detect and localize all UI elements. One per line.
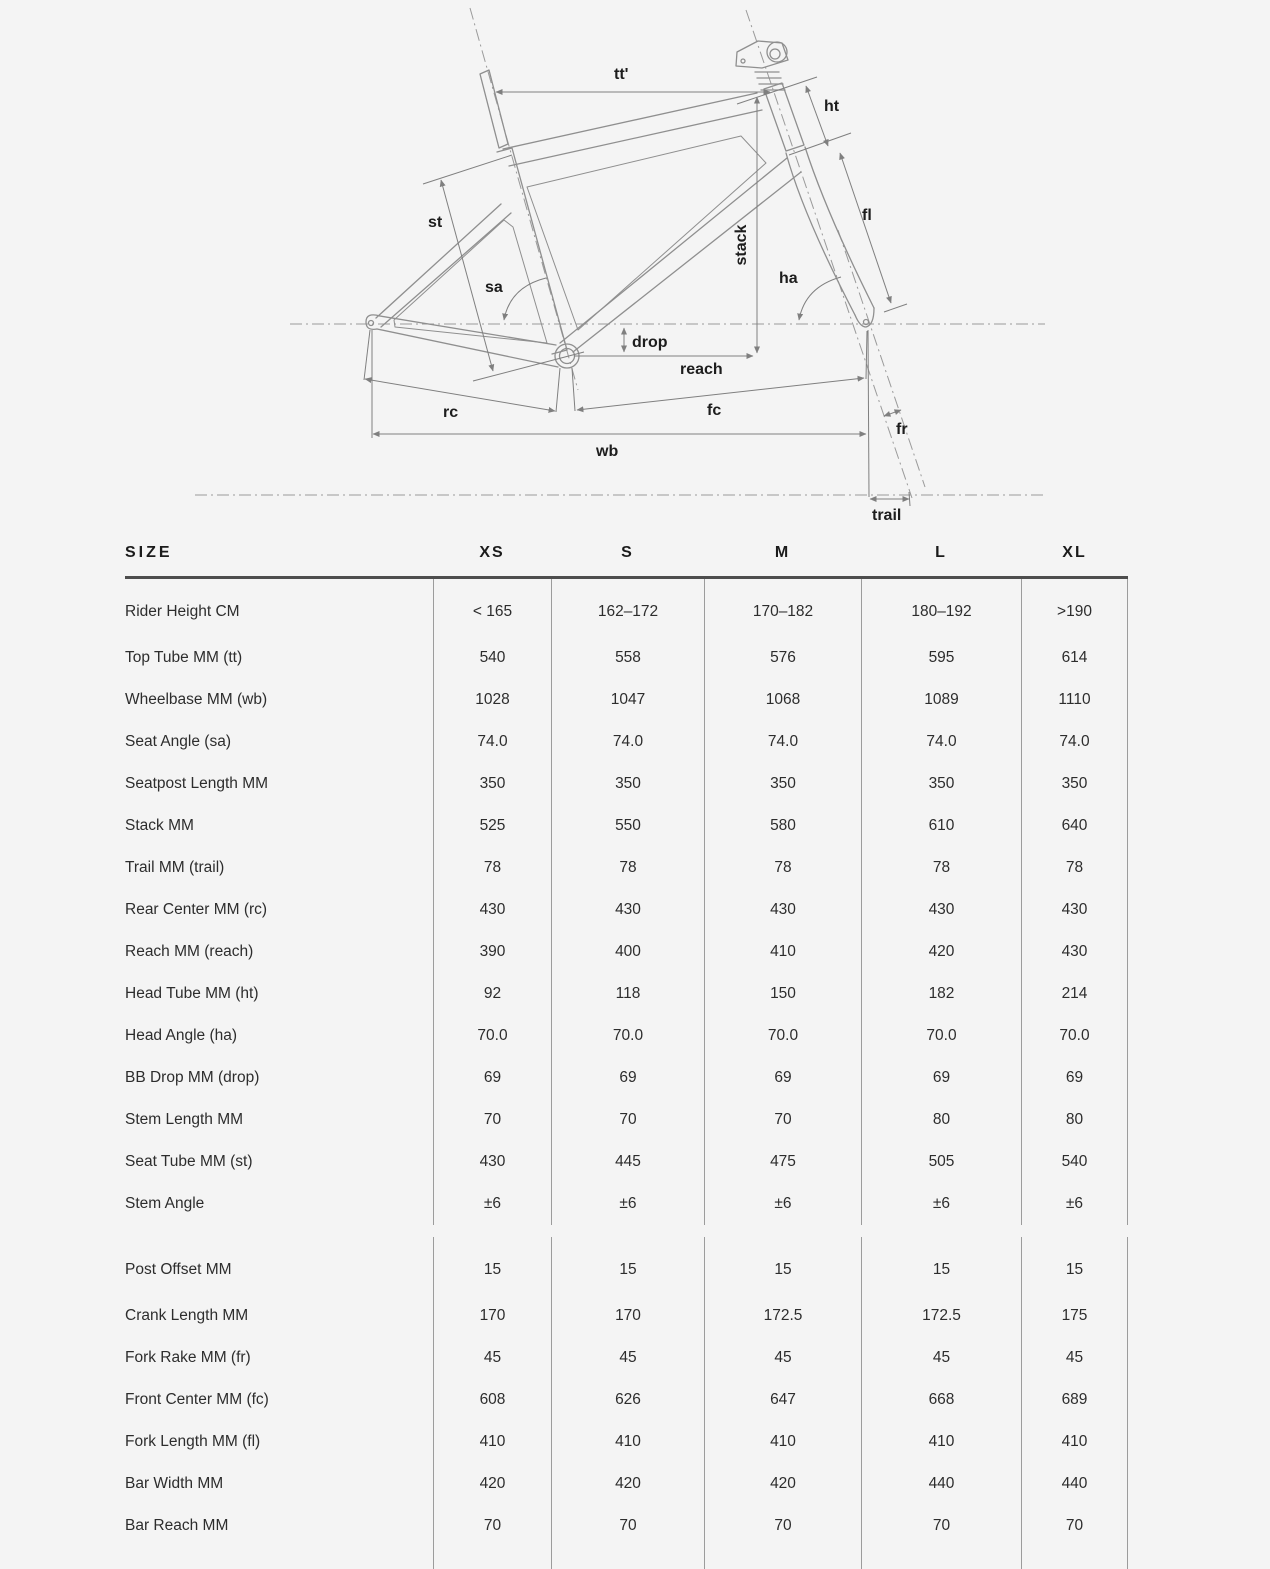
cell-value: 420 — [704, 1463, 861, 1505]
header-col-xl: XL — [1062, 544, 1087, 561]
header-col-xs: XS — [479, 544, 505, 561]
cell-value: 70 — [433, 1505, 551, 1547]
cell-value: 70.0 — [861, 1015, 1021, 1057]
row-label: Crank Length MM — [125, 1307, 249, 1324]
cell-value: 475 — [704, 1141, 861, 1183]
cell-value: 69 — [861, 1057, 1021, 1099]
frame-outline — [366, 41, 874, 368]
dim-label-drop: drop — [632, 334, 668, 351]
cell-value: 440 — [1021, 1463, 1128, 1505]
dim-label-fc: fc — [707, 402, 722, 419]
dim-label-rc: rc — [443, 404, 459, 421]
cell-value: >190 — [1021, 579, 1128, 637]
cell-value: 214 — [1021, 973, 1128, 1015]
cell-value: 430 — [704, 889, 861, 931]
table-row — [125, 1295, 1128, 1337]
dim-label-ht: ht — [824, 98, 840, 115]
cell-value: 400 — [551, 931, 704, 973]
cell-value: 550 — [551, 805, 704, 847]
table-row — [125, 679, 1128, 721]
cell-value: 78 — [861, 847, 1021, 889]
table-row — [125, 1379, 1128, 1421]
cell-value: ±6 — [551, 1183, 704, 1225]
row-label: Stem Length MM — [125, 1111, 244, 1128]
cell-value: 440 — [861, 1463, 1021, 1505]
cell-value: 350 — [433, 763, 551, 805]
cell-value: 410 — [861, 1421, 1021, 1463]
table-row — [125, 1099, 1128, 1141]
dim-label-stack: stack — [733, 224, 750, 266]
row-label: Post Offset MM — [125, 1261, 232, 1278]
cell-value: 45 — [551, 1337, 704, 1379]
cell-value: 668 — [861, 1379, 1021, 1421]
cell-value: 172.5 — [861, 1295, 1021, 1337]
row-label: Reach MM (reach) — [125, 943, 254, 960]
cell-value: 640 — [1021, 805, 1128, 847]
row-label: Rear Center MM (rc) — [125, 901, 268, 918]
cell-value: 350 — [1021, 763, 1128, 805]
cell-value: 70 — [433, 1099, 551, 1141]
cell-value: 430 — [433, 1141, 551, 1183]
cell-value: 70 — [704, 1099, 861, 1141]
cell-value: 69 — [704, 1057, 861, 1099]
row-label: Top Tube MM (tt) — [125, 649, 243, 666]
row-label: Head Tube MM (ht) — [125, 985, 259, 1002]
dim-label-ha: ha — [779, 270, 798, 287]
cell-value: 74.0 — [1021, 721, 1128, 763]
cell-value: 70.0 — [551, 1015, 704, 1057]
cell-value: 1028 — [433, 679, 551, 721]
row-label: Head Angle (ha) — [125, 1027, 238, 1044]
spacer-cell — [704, 1547, 861, 1569]
table-row — [125, 889, 1128, 931]
cell-value: 70.0 — [1021, 1015, 1128, 1057]
table-row — [125, 1337, 1128, 1379]
cell-value: 1089 — [861, 679, 1021, 721]
cell-value: 70 — [551, 1505, 704, 1547]
dim-label-reach: reach — [680, 361, 723, 378]
cell-value: 78 — [704, 847, 861, 889]
cell-value: 70 — [704, 1505, 861, 1547]
row-label: Seat Angle (sa) — [125, 733, 231, 750]
row-label: Bar Width MM — [125, 1475, 224, 1492]
cell-value: 540 — [433, 637, 551, 679]
cell-value: 78 — [433, 847, 551, 889]
row-label: Wheelbase MM (wb) — [125, 691, 268, 708]
table-row — [125, 1141, 1128, 1183]
cell-value: 410 — [1021, 1421, 1128, 1463]
cell-value: 430 — [1021, 931, 1128, 973]
table-row — [125, 1237, 1128, 1295]
cell-value: 78 — [551, 847, 704, 889]
row-label: Stem Angle — [125, 1195, 205, 1212]
table-row — [125, 847, 1128, 889]
cell-value: 420 — [861, 931, 1021, 973]
table-row — [125, 763, 1128, 805]
cell-value: 69 — [433, 1057, 551, 1099]
table-row — [125, 579, 1128, 637]
cell-value: 1068 — [704, 679, 861, 721]
cell-value: 580 — [704, 805, 861, 847]
cell-value: 45 — [1021, 1337, 1128, 1379]
header-col-s: S — [621, 544, 634, 561]
cell-value: 15 — [1021, 1237, 1128, 1295]
table-row — [125, 1505, 1128, 1547]
cell-value: 172.5 — [704, 1295, 861, 1337]
cell-value: 15 — [433, 1237, 551, 1295]
cell-value: 1110 — [1021, 679, 1128, 721]
table-row — [125, 1463, 1128, 1505]
row-label: Bar Reach MM — [125, 1517, 229, 1534]
cell-value: 175 — [1021, 1295, 1128, 1337]
cell-value: 614 — [1021, 637, 1128, 679]
cell-value: ±6 — [861, 1183, 1021, 1225]
dimension-labels — [428, 66, 908, 524]
cell-value: 608 — [433, 1379, 551, 1421]
cell-value: 420 — [551, 1463, 704, 1505]
row-label: Seatpost Length MM — [125, 775, 269, 792]
cell-value: 170 — [551, 1295, 704, 1337]
row-label: Fork Length MM (fl) — [125, 1433, 261, 1450]
cell-value: 170–182 — [704, 579, 861, 637]
cell-value: 180–192 — [861, 579, 1021, 637]
cell-value: 430 — [1021, 889, 1128, 931]
row-label: Front Center MM (fc) — [125, 1391, 269, 1408]
cell-value: 350 — [861, 763, 1021, 805]
cell-value: 430 — [551, 889, 704, 931]
cell-value: 430 — [433, 889, 551, 931]
cell-value: 410 — [433, 1421, 551, 1463]
cell-value: 74.0 — [704, 721, 861, 763]
dim-label-sa: sa — [485, 279, 503, 296]
dimension-lines — [364, 77, 910, 506]
cell-value: 445 — [551, 1141, 704, 1183]
dim-label-tt: tt' — [614, 66, 629, 83]
cell-value: 69 — [551, 1057, 704, 1099]
table-header — [125, 530, 1128, 579]
cell-value: 647 — [704, 1379, 861, 1421]
cell-value: 80 — [1021, 1099, 1128, 1141]
dim-label-st: st — [428, 214, 443, 231]
cell-value: 74.0 — [861, 721, 1021, 763]
cell-value: 92 — [433, 973, 551, 1015]
cell-value: 78 — [1021, 847, 1128, 889]
cell-value: ±6 — [704, 1183, 861, 1225]
spacer-cell — [551, 1547, 704, 1569]
cell-value: 558 — [551, 637, 704, 679]
cell-value: 45 — [861, 1337, 1021, 1379]
spacer-cell — [125, 1547, 433, 1569]
cell-value: 182 — [861, 973, 1021, 1015]
cell-value: 70 — [861, 1505, 1021, 1547]
cell-value: 576 — [704, 637, 861, 679]
table-row — [125, 1015, 1128, 1057]
cell-value: 150 — [704, 973, 861, 1015]
bike-geometry-diagram — [0, 0, 1270, 530]
cell-value: 610 — [861, 805, 1021, 847]
cell-value: 45 — [433, 1337, 551, 1379]
table-row — [125, 1183, 1128, 1225]
cell-value: 15 — [551, 1237, 704, 1295]
cell-value: 170 — [433, 1295, 551, 1337]
table-row — [125, 637, 1128, 679]
cell-value: 410 — [551, 1421, 704, 1463]
table-row — [125, 805, 1128, 847]
dim-label-fl: fl — [862, 207, 872, 224]
table-row — [125, 1421, 1128, 1463]
cell-value: 70.0 — [433, 1015, 551, 1057]
cell-value: 74.0 — [433, 721, 551, 763]
table-section-components — [125, 1237, 1128, 1569]
cell-value: 70.0 — [704, 1015, 861, 1057]
dim-label-fr: fr — [896, 421, 908, 438]
cell-value: 70 — [551, 1099, 704, 1141]
cell-value: 45 — [704, 1337, 861, 1379]
cell-value: ±6 — [433, 1183, 551, 1225]
header-col-l: L — [935, 544, 947, 561]
cell-value: 15 — [704, 1237, 861, 1295]
cell-value: 505 — [861, 1141, 1021, 1183]
cell-value: 118 — [551, 973, 704, 1015]
table-bottom-spacer — [125, 1547, 1128, 1569]
cell-value: 390 — [433, 931, 551, 973]
cell-value: 430 — [861, 889, 1021, 931]
cell-value: 689 — [1021, 1379, 1128, 1421]
cell-value: 69 — [1021, 1057, 1128, 1099]
cell-value: < 165 — [433, 579, 551, 637]
cell-value: 350 — [704, 763, 861, 805]
cell-value: ±6 — [1021, 1183, 1128, 1225]
cell-value: 74.0 — [551, 721, 704, 763]
cell-value: 540 — [1021, 1141, 1128, 1183]
table-row — [125, 973, 1128, 1015]
header-size: SIZE — [125, 544, 173, 561]
row-label: Trail MM (trail) — [125, 859, 225, 876]
row-label: BB Drop MM (drop) — [125, 1069, 260, 1086]
spacer-cell — [1021, 1547, 1128, 1569]
cell-value: 420 — [433, 1463, 551, 1505]
cell-value: 1047 — [551, 679, 704, 721]
spacer-cell — [433, 1547, 551, 1569]
cell-value: 595 — [861, 637, 1021, 679]
cell-value: 410 — [704, 1421, 861, 1463]
row-label: Rider Height CM — [125, 603, 240, 620]
cell-value: 70 — [1021, 1505, 1128, 1547]
cell-value: 525 — [433, 805, 551, 847]
header-col-m: M — [774, 544, 791, 561]
cell-value: 80 — [861, 1099, 1021, 1141]
spacer-cell — [861, 1547, 1021, 1569]
dim-label-trail: trail — [872, 507, 902, 524]
row-label: Fork Rake MM (fr) — [125, 1349, 251, 1366]
cell-value: 15 — [861, 1237, 1021, 1295]
cell-value: 626 — [551, 1379, 704, 1421]
table-section-main — [125, 579, 1128, 1225]
table-row — [125, 721, 1128, 763]
geometry-table — [125, 530, 1128, 1569]
cell-value: 162–172 — [551, 579, 704, 637]
dim-label-wb: wb — [596, 443, 619, 460]
table-row — [125, 1057, 1128, 1099]
row-label: Stack MM — [125, 817, 194, 834]
cell-value: 410 — [704, 931, 861, 973]
cell-value: 350 — [551, 763, 704, 805]
row-label: Seat Tube MM (st) — [125, 1153, 253, 1170]
table-row — [125, 931, 1128, 973]
